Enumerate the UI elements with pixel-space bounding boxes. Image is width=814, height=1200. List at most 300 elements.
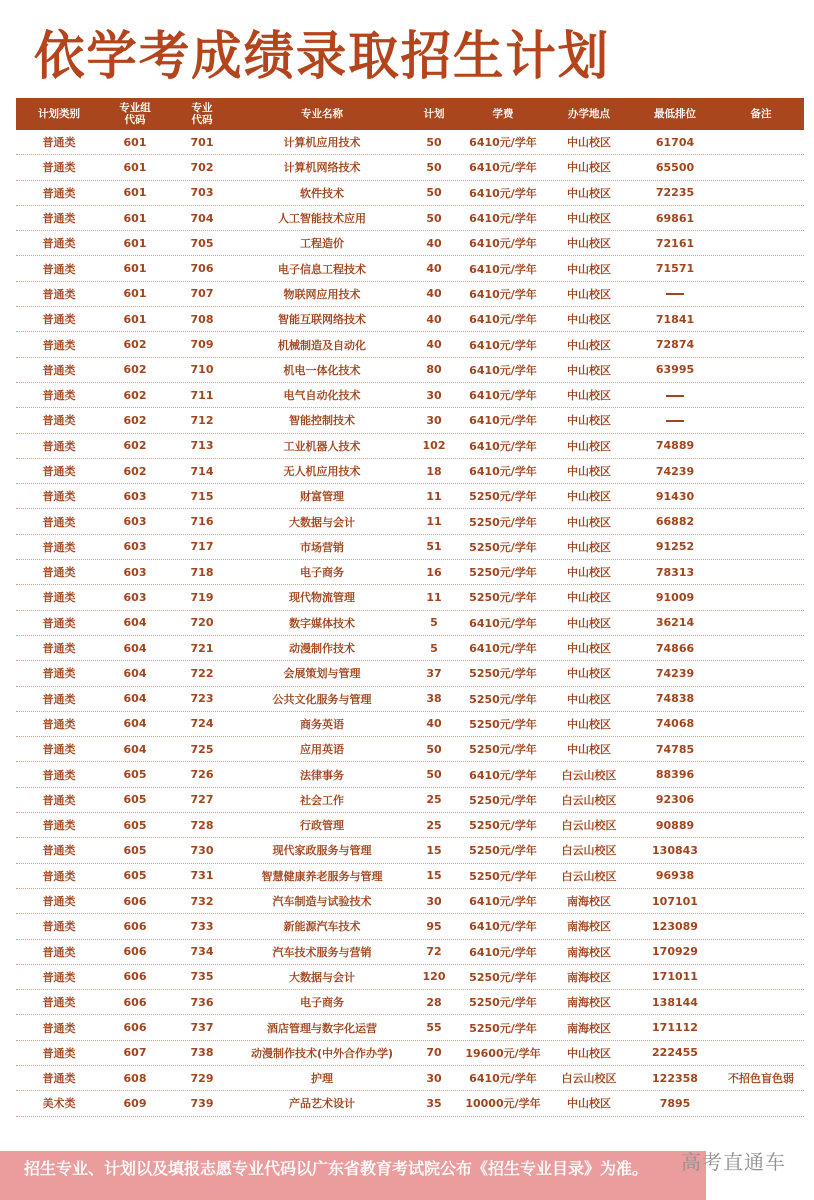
cell-plan-type: 普通类 xyxy=(42,996,76,1010)
cell-plan-type: 普通类 xyxy=(42,743,76,757)
cell-plan-type: 普通类 xyxy=(42,1046,76,1060)
cell-major-code: 707 xyxy=(190,287,214,301)
cell-plan-count: 70 xyxy=(426,1046,442,1060)
table-row xyxy=(16,1015,804,1040)
cell-major-name: 计算机应用技术 xyxy=(283,136,361,150)
cell-major-name: 汽车技术服务与营销 xyxy=(272,945,372,959)
cell-major-code: 735 xyxy=(190,970,214,984)
cell-min-rank: 71841 xyxy=(655,312,695,326)
cell-major-name: 人工智能技术应用 xyxy=(278,212,366,226)
cell-plan-type: 普通类 xyxy=(42,212,76,226)
cell-major-code: 705 xyxy=(190,236,214,250)
table-row xyxy=(16,788,804,813)
cell-tuition: 6410元/学年 xyxy=(469,161,537,175)
cell-group-code: 606 xyxy=(123,919,147,933)
table-row xyxy=(16,914,804,939)
cell-tuition: 5250元/学年 xyxy=(469,490,537,504)
cell-min-rank: 66882 xyxy=(655,515,695,529)
cell-tuition: 6410元/学年 xyxy=(469,642,537,656)
table-row xyxy=(16,307,804,332)
cell-campus: 中山校区 xyxy=(567,338,611,352)
cell-plan-type: 普通类 xyxy=(42,692,76,706)
table-row xyxy=(16,484,804,509)
cell-plan-count: 50 xyxy=(426,186,442,200)
cell-group-code: 603 xyxy=(123,515,147,529)
cell-campus: 中山校区 xyxy=(567,743,611,757)
cell-major-code: 721 xyxy=(190,641,214,655)
cell-tuition: 6410元/学年 xyxy=(469,616,537,630)
cell-group-code: 602 xyxy=(123,338,147,352)
cell-major-name: 社会工作 xyxy=(300,793,344,807)
cell-plan-count: 50 xyxy=(426,211,442,225)
footer-note: 招生专业、计划以及填报志愿专业代码以广东省教育考试院公布《招生专业目录》为准。 xyxy=(0,1151,706,1200)
cell-major-name: 汽车制造与试验技术 xyxy=(272,895,372,909)
table-row xyxy=(16,661,804,686)
cell-plan-type: 普通类 xyxy=(42,262,76,276)
cell-plan-type: 普通类 xyxy=(42,819,76,833)
cell-tuition: 6410元/学年 xyxy=(469,465,537,478)
cell-campus: 中山校区 xyxy=(567,262,611,276)
cell-plan-count: 30 xyxy=(426,1071,442,1085)
cell-min-rank: 74838 xyxy=(655,692,695,706)
cell-group-code: 601 xyxy=(123,287,147,301)
cell-plan-type: 普通类 xyxy=(42,515,76,529)
cell-campus: 南海校区 xyxy=(567,1021,611,1035)
cell-major-name: 护理 xyxy=(311,1072,333,1086)
cell-plan-count: 50 xyxy=(426,768,442,782)
table-row xyxy=(16,838,804,863)
cell-major-name: 电子商务 xyxy=(300,996,344,1010)
table-row xyxy=(16,231,804,256)
cell-min-rank: 69861 xyxy=(655,211,695,225)
cell-min-rank: 74068 xyxy=(655,717,695,731)
cell-plan-count: 37 xyxy=(426,666,442,680)
cell-min-rank: 7895 xyxy=(659,1096,691,1110)
cell-min-rank: 171011 xyxy=(652,970,698,984)
header-campus: 办学地点 xyxy=(568,108,610,120)
cell-plan-type: 普通类 xyxy=(42,439,76,453)
cell-campus: 中山校区 xyxy=(567,212,611,226)
cell-plan-type: 普通类 xyxy=(42,566,76,580)
cell-group-code: 608 xyxy=(123,1071,147,1085)
cell-plan-type: 普通类 xyxy=(42,970,76,984)
cell-group-code: 604 xyxy=(123,692,147,706)
cell-group-code: 606 xyxy=(123,945,147,959)
cell-plan-type: 普通类 xyxy=(42,389,76,403)
cell-tuition: 5250元/学年 xyxy=(469,844,537,858)
cell-campus: 中山校区 xyxy=(567,717,611,731)
cell-min-rank: 91009 xyxy=(655,590,695,604)
cell-group-code: 609 xyxy=(123,1096,147,1110)
cell-major-code: 723 xyxy=(190,692,214,706)
cell-plan-count: 11 xyxy=(426,489,442,503)
cell-campus: 中山校区 xyxy=(567,414,611,428)
cell-tuition: 6410元/学年 xyxy=(469,895,537,909)
table-row xyxy=(16,762,804,787)
cell-major-name: 大数据与会计 xyxy=(289,970,355,984)
cell-major-code: 722 xyxy=(190,666,214,680)
cell-group-code: 606 xyxy=(123,995,147,1009)
cell-plan-type: 普通类 xyxy=(42,869,76,883)
cell-campus: 中山校区 xyxy=(567,515,611,529)
cell-group-code: 602 xyxy=(123,363,147,377)
cell-group-code: 601 xyxy=(123,262,147,276)
cell-plan-count: 30 xyxy=(426,413,442,427)
cell-group-code: 605 xyxy=(123,869,147,883)
cell-major-name: 新能源汽车技术 xyxy=(283,920,361,934)
cell-campus: 白云山校区 xyxy=(561,768,617,782)
cell-major-code: 720 xyxy=(190,616,214,630)
cell-campus: 白云山校区 xyxy=(561,844,617,858)
cell-min-rank: 107101 xyxy=(652,894,698,908)
cell-group-code: 604 xyxy=(123,666,147,680)
cell-group-code: 601 xyxy=(123,135,147,149)
cell-major-code: 719 xyxy=(190,590,214,604)
table-row xyxy=(16,1091,804,1116)
cell-major-name: 酒店管理与数字化运营 xyxy=(267,1021,377,1035)
cell-major-name: 软件技术 xyxy=(300,186,344,200)
page-title: 依学考成绩录取招生计划 xyxy=(34,27,611,87)
cell-plan-count: 30 xyxy=(426,388,442,402)
cell-major-code: 704 xyxy=(190,211,214,225)
cell-plan-count: 16 xyxy=(426,565,442,579)
table-row xyxy=(16,560,804,585)
cell-major-name: 智能控制技术 xyxy=(289,414,355,428)
cell-plan-count: 15 xyxy=(426,869,442,883)
cell-min-rank: 74239 xyxy=(655,666,695,680)
cell-major-name: 无人机应用技术 xyxy=(283,465,361,478)
dash-icon xyxy=(666,395,684,397)
table-row xyxy=(16,155,804,180)
cell-tuition: 6410元/学年 xyxy=(469,237,537,251)
cell-plan-count: 25 xyxy=(426,793,442,807)
cell-group-code: 606 xyxy=(123,970,147,984)
cell-group-code: 605 xyxy=(123,818,147,832)
cell-min-rank: 171112 xyxy=(652,1021,698,1035)
cell-group-code: 601 xyxy=(123,236,147,250)
cell-tuition: 6410元/学年 xyxy=(469,338,537,352)
cell-plan-count: 18 xyxy=(426,464,442,478)
cell-plan-count: 50 xyxy=(426,742,442,756)
header-major-code: 专业 代码 xyxy=(191,102,213,126)
cell-remarks: 不招色盲色弱 xyxy=(728,1072,794,1086)
cell-tuition: 6410元/学年 xyxy=(469,920,537,934)
cell-major-name: 动漫制作技术(中外合作办学) xyxy=(250,1046,394,1060)
cell-min-rank: 74239 xyxy=(655,464,695,478)
cell-tuition: 5250元/学年 xyxy=(469,996,537,1010)
cell-min-rank: 61704 xyxy=(655,135,695,149)
cell-tuition: 6410元/学年 xyxy=(469,262,537,276)
table-row xyxy=(16,358,804,383)
header-group-code: 专业组 代码 xyxy=(119,102,151,126)
cell-plan-type: 美术类 xyxy=(42,1097,76,1111)
table-row xyxy=(16,130,804,155)
table-row xyxy=(16,813,804,838)
cell-group-code: 603 xyxy=(123,540,147,554)
table-row xyxy=(16,737,804,762)
cell-plan-count: 95 xyxy=(426,919,442,933)
cell-major-code: 725 xyxy=(190,742,214,756)
cell-min-rank: 96938 xyxy=(655,869,695,883)
cell-major-code: 716 xyxy=(190,515,214,529)
cell-major-name: 行政管理 xyxy=(300,819,344,833)
cell-major-code: 710 xyxy=(190,363,214,377)
cell-plan-count: 38 xyxy=(426,692,442,706)
cell-plan-type: 普通类 xyxy=(42,1021,76,1035)
cell-major-name: 商务英语 xyxy=(300,717,344,731)
cell-min-rank: 63995 xyxy=(655,363,695,377)
cell-min-rank: 91252 xyxy=(655,540,695,554)
cell-major-name: 计算机网络技术 xyxy=(283,161,361,175)
cell-plan-count: 55 xyxy=(426,1021,442,1035)
cell-major-code: 738 xyxy=(190,1046,214,1060)
cell-major-name: 会展策划与管理 xyxy=(283,667,361,681)
cell-campus: 中山校区 xyxy=(567,363,611,377)
cell-min-rank: 36214 xyxy=(655,616,695,630)
cell-tuition: 5250元/学年 xyxy=(469,743,537,757)
cell-major-code: 733 xyxy=(190,919,214,933)
cell-campus: 南海校区 xyxy=(567,895,611,909)
header-tuition: 学费 xyxy=(492,108,514,120)
cell-group-code: 606 xyxy=(123,1021,147,1035)
cell-tuition: 19600元/学年 xyxy=(465,1046,541,1060)
cell-tuition: 5250元/学年 xyxy=(469,970,537,984)
cell-plan-count: 11 xyxy=(426,515,442,529)
table-row xyxy=(16,434,804,459)
cell-group-code: 602 xyxy=(123,388,147,402)
cell-campus: 中山校区 xyxy=(567,465,611,478)
cell-plan-count: 15 xyxy=(426,843,442,857)
cell-tuition: 6410元/学年 xyxy=(469,945,537,959)
cell-campus: 中山校区 xyxy=(567,566,611,580)
cell-major-name: 机电一体化技术 xyxy=(283,363,361,377)
cell-plan-count: 50 xyxy=(426,135,442,149)
cell-tuition: 5250元/学年 xyxy=(469,566,537,580)
dash-icon xyxy=(666,293,684,295)
cell-campus: 中山校区 xyxy=(567,1097,611,1111)
cell-campus: 中山校区 xyxy=(567,692,611,706)
cell-min-rank: 130843 xyxy=(652,843,698,857)
cell-group-code: 601 xyxy=(123,211,147,225)
header-min-rank: 最低排位 xyxy=(654,108,696,120)
cell-tuition: 6410元/学年 xyxy=(469,414,537,428)
cell-major-name: 电气自动化技术 xyxy=(283,389,361,403)
watermark: 高考直通车 xyxy=(681,1150,786,1174)
cell-major-code: 734 xyxy=(190,945,214,959)
cell-major-name: 市场营销 xyxy=(300,540,344,554)
cell-tuition: 5250元/学年 xyxy=(469,692,537,706)
cell-tuition: 6410元/学年 xyxy=(469,287,537,301)
cell-major-code: 731 xyxy=(190,869,214,883)
cell-tuition: 5250元/学年 xyxy=(469,667,537,681)
cell-group-code: 602 xyxy=(123,439,147,453)
cell-group-code: 602 xyxy=(123,464,147,478)
cell-major-code: 706 xyxy=(190,262,214,276)
cell-plan-type: 普通类 xyxy=(42,793,76,807)
cell-min-rank: 222455 xyxy=(652,1046,698,1060)
cell-plan-count: 40 xyxy=(426,287,442,301)
cell-group-code: 601 xyxy=(123,312,147,326)
cell-min-rank: 78313 xyxy=(655,565,695,579)
cell-plan-count: 40 xyxy=(426,262,442,276)
cell-min-rank: 122358 xyxy=(652,1071,698,1085)
cell-group-code: 602 xyxy=(123,413,147,427)
cell-tuition: 6410元/学年 xyxy=(469,212,537,226)
cell-plan-count: 80 xyxy=(426,363,442,377)
cell-group-code: 605 xyxy=(123,793,147,807)
cell-major-code: 708 xyxy=(190,312,214,326)
header-remarks: 备注 xyxy=(750,108,772,120)
cell-min-rank: 90889 xyxy=(655,818,695,832)
cell-group-code: 601 xyxy=(123,160,147,174)
cell-group-code: 604 xyxy=(123,717,147,731)
table-row xyxy=(16,864,804,889)
cell-major-code: 728 xyxy=(190,818,214,832)
cell-campus: 白云山校区 xyxy=(561,1072,617,1086)
cell-major-code: 702 xyxy=(190,160,214,174)
cell-min-rank: 72874 xyxy=(655,338,695,352)
cell-campus: 中山校区 xyxy=(567,616,611,630)
cell-plan-type: 普通类 xyxy=(42,920,76,934)
cell-tuition: 6410元/学年 xyxy=(469,136,537,150)
cell-major-code: 713 xyxy=(190,439,214,453)
cell-campus: 白云山校区 xyxy=(561,819,617,833)
cell-campus: 中山校区 xyxy=(567,287,611,301)
cell-campus: 中山校区 xyxy=(567,237,611,251)
cell-major-name: 财富管理 xyxy=(300,490,344,504)
cell-major-name: 智能互联网络技术 xyxy=(278,313,366,327)
cell-min-rank: 138144 xyxy=(652,995,698,1009)
table-row xyxy=(16,282,804,307)
cell-group-code: 607 xyxy=(123,1046,147,1060)
table-row xyxy=(16,990,804,1015)
cell-group-code: 604 xyxy=(123,742,147,756)
cell-plan-type: 普通类 xyxy=(42,465,76,478)
cell-major-code: 732 xyxy=(190,894,214,908)
cell-major-code: 729 xyxy=(190,1071,214,1085)
cell-min-rank: 72161 xyxy=(655,236,695,250)
cell-plan-type: 普通类 xyxy=(42,414,76,428)
cell-major-code: 727 xyxy=(190,793,214,807)
cell-group-code: 603 xyxy=(123,590,147,604)
table-body xyxy=(16,130,804,1117)
cell-major-name: 物联网应用技术 xyxy=(283,287,361,301)
cell-min-rank xyxy=(632,389,718,402)
cell-tuition: 5250元/学年 xyxy=(469,869,537,883)
cell-plan-type: 普通类 xyxy=(42,768,76,782)
admission-plan-table xyxy=(16,98,804,1117)
cell-major-code: 715 xyxy=(190,489,214,503)
cell-campus: 南海校区 xyxy=(567,970,611,984)
cell-major-name: 产品艺术设计 xyxy=(289,1097,355,1111)
table-row xyxy=(16,206,804,231)
cell-plan-type: 普通类 xyxy=(42,1072,76,1086)
table-row xyxy=(16,611,804,636)
cell-major-code: 714 xyxy=(190,464,214,478)
cell-group-code: 601 xyxy=(123,186,147,200)
cell-plan-type: 普通类 xyxy=(42,667,76,681)
cell-plan-type: 普通类 xyxy=(42,287,76,301)
cell-campus: 白云山校区 xyxy=(561,793,617,807)
cell-plan-count: 5 xyxy=(430,641,438,655)
cell-min-rank: 74785 xyxy=(655,742,695,756)
cell-major-code: 736 xyxy=(190,995,214,1009)
table-row xyxy=(16,383,804,408)
cell-tuition: 10000元/学年 xyxy=(465,1097,541,1111)
cell-plan-count: 40 xyxy=(426,236,442,250)
cell-min-rank: 65500 xyxy=(655,160,695,174)
cell-campus: 中山校区 xyxy=(567,642,611,656)
cell-major-code: 701 xyxy=(190,135,214,149)
cell-plan-type: 普通类 xyxy=(42,616,76,630)
cell-plan-count: 5 xyxy=(430,616,438,630)
cell-major-code: 703 xyxy=(190,186,214,200)
cell-plan-count: 102 xyxy=(422,439,446,453)
cell-plan-count: 28 xyxy=(426,995,442,1009)
cell-plan-count: 30 xyxy=(426,894,442,908)
cell-campus: 中山校区 xyxy=(567,540,611,554)
cell-group-code: 603 xyxy=(123,489,147,503)
table-row xyxy=(16,509,804,534)
table-row xyxy=(16,965,804,990)
cell-campus: 南海校区 xyxy=(567,945,611,959)
cell-group-code: 606 xyxy=(123,894,147,908)
cell-group-code: 604 xyxy=(123,641,147,655)
cell-tuition: 5250元/学年 xyxy=(469,515,537,529)
cell-major-name: 机械制造及自动化 xyxy=(278,338,366,352)
cell-plan-type: 普通类 xyxy=(42,895,76,909)
cell-major-name: 数字媒体技术 xyxy=(289,616,355,630)
cell-min-rank: 74889 xyxy=(655,439,695,453)
cell-plan-count: 11 xyxy=(426,590,442,604)
cell-tuition: 5250元/学年 xyxy=(469,717,537,731)
cell-major-name: 智慧健康养老服务与管理 xyxy=(261,869,383,883)
table-row xyxy=(16,535,804,560)
cell-major-name: 现代物流管理 xyxy=(289,591,355,605)
cell-min-rank: 72235 xyxy=(655,186,695,200)
cell-major-name: 电子信息工程技术 xyxy=(278,262,366,276)
cell-tuition: 6410元/学年 xyxy=(469,768,537,782)
cell-major-name: 法律事务 xyxy=(300,768,344,782)
cell-major-code: 718 xyxy=(190,565,214,579)
cell-major-code: 724 xyxy=(190,717,214,731)
cell-plan-type: 普通类 xyxy=(42,945,76,959)
cell-major-code: 730 xyxy=(190,843,214,857)
table-row xyxy=(16,712,804,737)
cell-major-code: 711 xyxy=(190,388,214,402)
cell-major-name: 动漫制作技术 xyxy=(289,642,355,656)
cell-group-code: 605 xyxy=(123,843,147,857)
cell-tuition: 6410元/学年 xyxy=(469,389,537,403)
cell-plan-type: 普通类 xyxy=(42,161,76,175)
cell-campus: 南海校区 xyxy=(567,996,611,1010)
cell-tuition: 6410元/学年 xyxy=(469,1072,537,1086)
cell-plan-count: 72 xyxy=(426,945,442,959)
cell-plan-type: 普通类 xyxy=(42,136,76,150)
table-row xyxy=(16,181,804,206)
cell-tuition: 5250元/学年 xyxy=(469,591,537,605)
cell-major-name: 工业机器人技术 xyxy=(283,439,361,453)
cell-plan-count: 25 xyxy=(426,818,442,832)
cell-plan-type: 普通类 xyxy=(42,844,76,858)
table-row xyxy=(16,256,804,281)
cell-plan-type: 普通类 xyxy=(42,591,76,605)
cell-min-rank xyxy=(632,414,718,427)
cell-major-code: 737 xyxy=(190,1021,214,1035)
table-row xyxy=(16,889,804,914)
cell-plan-type: 普通类 xyxy=(42,540,76,554)
cell-plan-count: 50 xyxy=(426,160,442,174)
